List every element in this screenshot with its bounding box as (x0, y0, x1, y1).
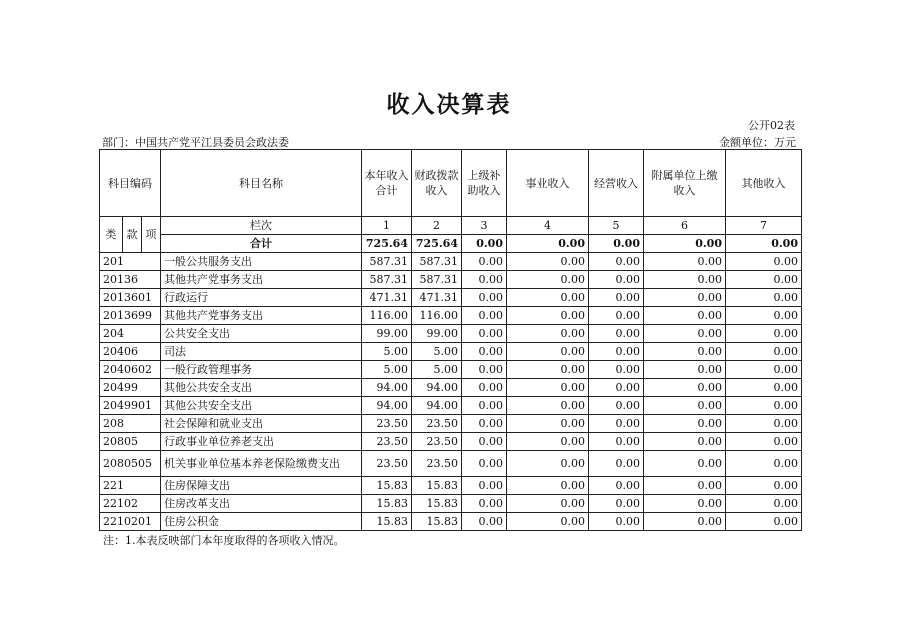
row-value: 0.00 (589, 433, 644, 451)
row-value: 23.50 (362, 415, 412, 433)
row-value: 0.00 (589, 451, 644, 477)
row-value: 5.00 (362, 343, 412, 361)
row-value: 0.00 (507, 343, 589, 361)
row-value: 0.00 (507, 495, 589, 513)
row-value: 587.31 (362, 271, 412, 289)
row-code: 221 (100, 477, 161, 495)
row-code: 20406 (100, 343, 161, 361)
row-value: 94.00 (412, 397, 462, 415)
row-value: 0.00 (589, 379, 644, 397)
row-value: 587.31 (412, 253, 462, 271)
col-number: 7 (726, 217, 802, 235)
col-number: 1 (362, 217, 412, 235)
col-number: 3 (462, 217, 507, 235)
header-col4: 事业收入 (507, 150, 589, 217)
table-row (100, 397, 802, 415)
header-col5: 经营收入 (589, 150, 644, 217)
row-name: 一般公共服务支出 (161, 253, 362, 271)
row-value: 0.00 (507, 253, 589, 271)
table-body (100, 253, 802, 531)
row-value: 0.00 (589, 343, 644, 361)
row-value: 0.00 (726, 495, 802, 513)
row-value: 15.83 (362, 513, 412, 531)
row-code: 201 (100, 253, 161, 271)
row-value: 0.00 (726, 451, 802, 477)
table-row (100, 325, 802, 343)
row-name: 行政运行 (161, 289, 362, 307)
row-value: 0.00 (589, 325, 644, 343)
row-value: 0.00 (507, 451, 589, 477)
row-code: 2013699 (100, 307, 161, 325)
row-value: 0.00 (462, 495, 507, 513)
row-value: 0.00 (462, 513, 507, 531)
row-code: 2080505 (100, 451, 161, 477)
row-value: 587.31 (362, 253, 412, 271)
header-lanci: 栏次 (161, 217, 362, 235)
row-value: 0.00 (589, 253, 644, 271)
row-value: 5.00 (362, 361, 412, 379)
form-number: 公开02表 (748, 119, 795, 132)
department-label: 部门：中国共产党平江县委员会政法委 (102, 136, 289, 149)
row-code: 22102 (100, 495, 161, 513)
header-heji: 合计 (161, 235, 362, 253)
row-value: 0.00 (644, 451, 726, 477)
header-col3: 上级补助收入 (462, 150, 507, 217)
row-value: 0.00 (726, 325, 802, 343)
row-code: 208 (100, 415, 161, 433)
table-row (100, 513, 802, 531)
amount-unit-label: 金额单位：万元 (719, 136, 796, 149)
row-value: 0.00 (589, 361, 644, 379)
total-cell: 725.64 (362, 235, 412, 253)
row-value: 23.50 (412, 433, 462, 451)
row-name: 机关事业单位基本养老保险缴费支出 (161, 451, 362, 477)
header-col2: 财政拨款收入 (412, 150, 462, 217)
row-value: 0.00 (726, 289, 802, 307)
row-value: 0.00 (462, 477, 507, 495)
row-value: 23.50 (412, 415, 462, 433)
row-value: 0.00 (507, 415, 589, 433)
header-col6: 附属单位上缴收入 (644, 150, 726, 217)
row-value: 0.00 (507, 325, 589, 343)
row-code: 20499 (100, 379, 161, 397)
row-value: 15.83 (362, 477, 412, 495)
row-value: 0.00 (644, 477, 726, 495)
header-row (100, 150, 802, 217)
row-value: 0.00 (644, 415, 726, 433)
col-number: 4 (507, 217, 589, 235)
row-value: 0.00 (644, 343, 726, 361)
total-cell: 0.00 (726, 235, 802, 253)
row-value: 99.00 (362, 325, 412, 343)
row-value: 0.00 (589, 415, 644, 433)
row-value: 0.00 (462, 253, 507, 271)
row-value: 0.00 (507, 397, 589, 415)
row-name: 其他共产党事务支出 (161, 307, 362, 325)
row-value: 0.00 (462, 397, 507, 415)
total-row (100, 235, 802, 253)
row-value: 0.00 (589, 495, 644, 513)
row-name: 住房改革支出 (161, 495, 362, 513)
row-value: 0.00 (462, 415, 507, 433)
row-value: 0.00 (462, 343, 507, 361)
row-value: 0.00 (644, 253, 726, 271)
row-value: 0.00 (507, 379, 589, 397)
row-code: 2040602 (100, 361, 161, 379)
row-value: 0.00 (644, 325, 726, 343)
row-value: 0.00 (462, 433, 507, 451)
row-value: 0.00 (507, 307, 589, 325)
row-value: 116.00 (362, 307, 412, 325)
doc-title: 收入决算表 (386, 92, 512, 118)
row-name: 一般行政管理事务 (161, 361, 362, 379)
header-kuan: 款 (123, 217, 142, 253)
row-value: 0.00 (726, 379, 802, 397)
header-col1: 本年收入合计 (362, 150, 412, 217)
row-value: 0.00 (726, 361, 802, 379)
row-code: 2013601 (100, 289, 161, 307)
total-cell: 0.00 (462, 235, 507, 253)
table-row (100, 361, 802, 379)
row-name: 住房保障支出 (161, 477, 362, 495)
table-row (100, 307, 802, 325)
row-value: 0.00 (462, 325, 507, 343)
row-value: 471.31 (412, 289, 462, 307)
total-cell: 0.00 (589, 235, 644, 253)
row-value: 15.83 (412, 495, 462, 513)
col-number: 2 (412, 217, 462, 235)
row-value: 23.50 (362, 451, 412, 477)
row-value: 5.00 (412, 343, 462, 361)
row-value: 0.00 (462, 379, 507, 397)
row-value: 0.00 (507, 477, 589, 495)
row-value: 0.00 (644, 289, 726, 307)
row-value: 0.00 (644, 513, 726, 531)
row-value: 0.00 (644, 433, 726, 451)
row-value: 0.00 (644, 379, 726, 397)
row-value: 5.00 (412, 361, 462, 379)
row-value: 15.83 (412, 513, 462, 531)
total-cell: 0.00 (507, 235, 589, 253)
row-value: 0.00 (644, 495, 726, 513)
row-value: 23.50 (362, 433, 412, 451)
row-value: 94.00 (362, 397, 412, 415)
footnote: 注：1.本表反映部门本年度取得的各项收入情况。 (103, 534, 345, 547)
row-value: 0.00 (726, 271, 802, 289)
row-value: 0.00 (726, 433, 802, 451)
row-name: 社会保障和就业支出 (161, 415, 362, 433)
row-value: 0.00 (644, 307, 726, 325)
row-code: 2049901 (100, 397, 161, 415)
table-row (100, 451, 802, 477)
row-value: 94.00 (412, 379, 462, 397)
column-number-row (100, 217, 802, 235)
row-name: 其他公共安全支出 (161, 379, 362, 397)
row-value: 0.00 (462, 289, 507, 307)
row-value: 0.00 (726, 343, 802, 361)
total-cell: 725.64 (412, 235, 462, 253)
row-value: 0.00 (507, 289, 589, 307)
income-table (99, 149, 802, 531)
table-row (100, 271, 802, 289)
row-value: 0.00 (462, 271, 507, 289)
row-value: 0.00 (726, 397, 802, 415)
row-name: 其他共产党事务支出 (161, 271, 362, 289)
row-name: 司法 (161, 343, 362, 361)
row-name: 其他公共安全支出 (161, 397, 362, 415)
row-value: 0.00 (589, 397, 644, 415)
header-xiang: 项 (142, 217, 161, 253)
row-code: 204 (100, 325, 161, 343)
row-name: 住房公积金 (161, 513, 362, 531)
row-name: 公共安全支出 (161, 325, 362, 343)
row-code: 2210201 (100, 513, 161, 531)
row-value: 0.00 (726, 253, 802, 271)
row-value: 0.00 (462, 307, 507, 325)
row-value: 15.83 (362, 495, 412, 513)
table-row (100, 289, 802, 307)
row-value: 0.00 (462, 451, 507, 477)
row-value: 0.00 (507, 433, 589, 451)
row-value: 116.00 (412, 307, 462, 325)
table-row (100, 477, 802, 495)
table-row (100, 253, 802, 271)
col-number: 6 (644, 217, 726, 235)
header-lei: 类 (100, 217, 123, 253)
row-value: 0.00 (589, 307, 644, 325)
table-row (100, 495, 802, 513)
row-value: 15.83 (412, 477, 462, 495)
row-value: 0.00 (589, 477, 644, 495)
table-row (100, 379, 802, 397)
total-cell: 0.00 (644, 235, 726, 253)
col-number: 5 (589, 217, 644, 235)
row-value: 23.50 (412, 451, 462, 477)
row-value: 0.00 (726, 513, 802, 531)
row-value: 0.00 (589, 289, 644, 307)
row-value: 0.00 (507, 361, 589, 379)
table-row (100, 433, 802, 451)
row-value: 0.00 (462, 361, 507, 379)
row-code: 20136 (100, 271, 161, 289)
row-value: 94.00 (362, 379, 412, 397)
row-value: 0.00 (644, 361, 726, 379)
row-value: 0.00 (726, 477, 802, 495)
table-row (100, 343, 802, 361)
row-value: 0.00 (507, 271, 589, 289)
row-value: 587.31 (412, 271, 462, 289)
row-value: 0.00 (726, 307, 802, 325)
header-name: 科目名称 (161, 150, 362, 217)
row-code: 20805 (100, 433, 161, 451)
row-value: 471.31 (362, 289, 412, 307)
header-code: 科目编码 (100, 150, 161, 217)
row-value: 0.00 (644, 397, 726, 415)
row-value: 0.00 (644, 271, 726, 289)
table-row (100, 415, 802, 433)
row-value: 0.00 (726, 415, 802, 433)
row-value: 0.00 (589, 271, 644, 289)
row-value: 0.00 (589, 513, 644, 531)
header-col7: 其他收入 (726, 150, 802, 217)
row-value: 0.00 (507, 513, 589, 531)
row-value: 99.00 (412, 325, 462, 343)
row-name: 行政事业单位养老支出 (161, 433, 362, 451)
